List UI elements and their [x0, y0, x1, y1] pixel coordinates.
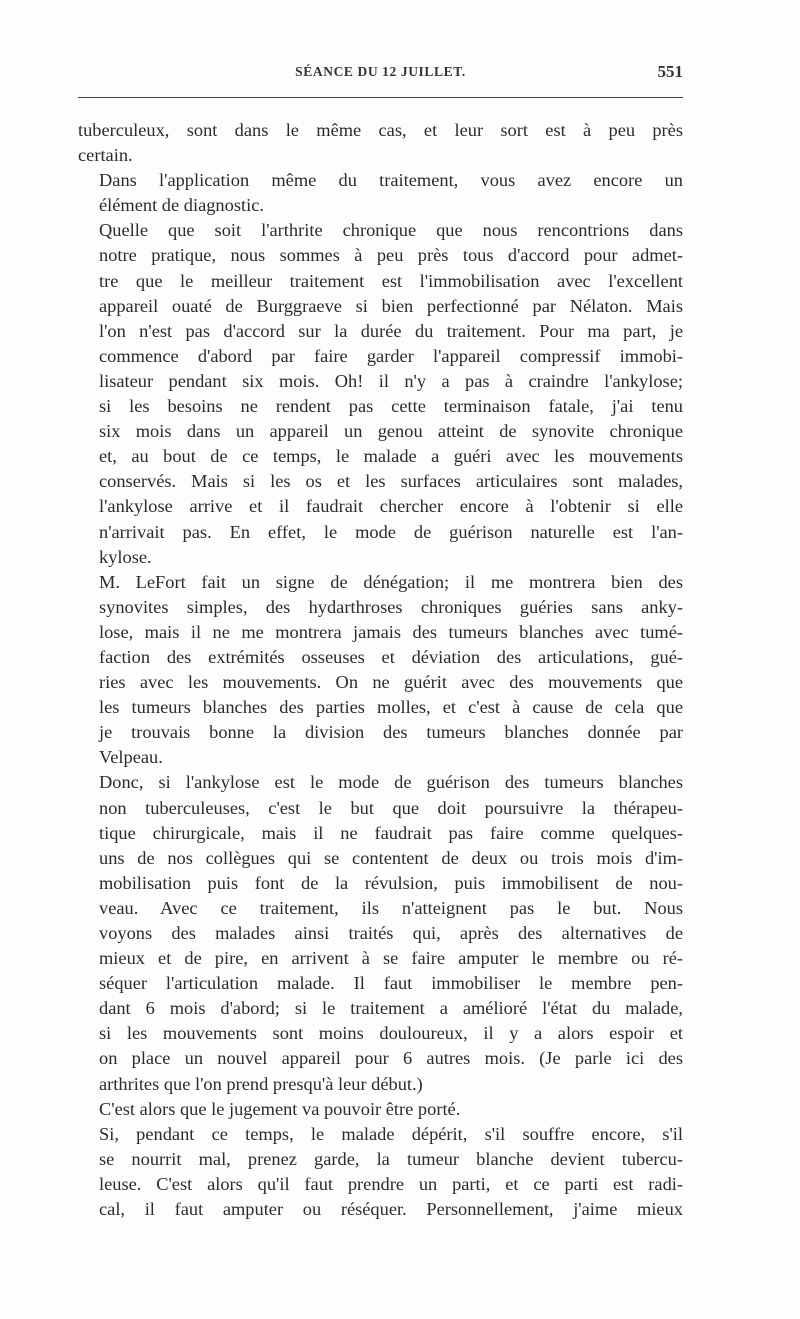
header-rule: [78, 97, 683, 98]
text-line: voyons des malades ainsi traités qui, après des alternatives de: [99, 923, 683, 943]
text-line: faction des extrémités osseuses et déviation des articulations, gué-: [99, 646, 683, 667]
paragraph: [78, 1122, 683, 1222]
text-line: lose, mais il ne me montrera jamais des tumeurs blanches avec tumé-: [99, 621, 683, 642]
text-line: six mois dans un appareil un genou atteint de synovite chronique: [99, 421, 683, 442]
text-line: ries avec les mouvements. On ne guérit avec des mouvements que: [99, 672, 683, 693]
text-line: Quelle que soit l'arthrite chronique que nous rencontrions dans: [99, 220, 683, 241]
text-line: Velpeau.: [99, 747, 163, 768]
text-line: veau. Avec ce traitement, ils n'atteignent pas le but. Nous: [99, 897, 683, 918]
text-line: cal, il faut amputer ou réséquer. Personnellement, j'aime mieux: [99, 1199, 683, 1220]
text-line: commence d'abord par faire garder l'appareil compressif immobi-: [99, 345, 683, 366]
text-line: dant 6 mois d'abord; si le traitement a amélioré l'état du malade,: [99, 998, 683, 1019]
text-line: tique chirurgicale, mais il ne faudrait pas faire comme quelques-: [99, 822, 683, 843]
text-line: l'ankylose arrive et il faudrait chercher encore à l'obtenir si elle: [99, 496, 683, 517]
paragraph: [78, 570, 683, 771]
text-line: notre pratique, nous sommes à peu près tous d'accord pour admet-: [99, 245, 683, 266]
text-line: appareil ouaté de Burggraeve si bien perfectionné par Nélaton. Mais: [99, 295, 683, 316]
text-line: Dans l'application même du traitement, vous avez encore un: [99, 170, 683, 191]
text-line: arthrites que l'on prend presqu'à leur début.): [99, 1073, 423, 1094]
text-line: n'arrivait pas. En effet, le mode de guérison naturelle est l'an-: [99, 521, 683, 542]
text-line: les tumeurs blanches des parties molles, et c'est à cause de cela que: [99, 697, 683, 718]
text-line: tuberculeux, sont dans le même cas, et leur sort est à peu près: [78, 120, 683, 140]
text-line: l'on n'est pas d'accord sur la durée du traitement. Pour ma part, je: [99, 320, 683, 341]
paragraph: [78, 770, 683, 1096]
text-line: on place un nouvel appareil pour 6 autres mois. (Je parle ici des: [99, 1048, 683, 1069]
paragraph: [78, 1097, 683, 1122]
text-line: certain.: [78, 145, 133, 166]
text-line: uns de nos collègues qui se contentent de deux ou trois mois d'im-: [99, 847, 683, 868]
text-line: si les besoins ne rendent pas cette terminaison fatale, j'ai tenu: [99, 396, 683, 417]
body-text: [78, 118, 683, 1222]
text-line: Donc, si l'ankylose est le mode de guérison des tumeurs blanches: [99, 772, 683, 793]
text-line: leuse. C'est alors qu'il faut prendre un parti, et ce parti est radi-: [99, 1173, 683, 1194]
text-line: Si, pendant ce temps, le malade dépérit, s'il souffre encore, s'il: [99, 1123, 683, 1144]
text-line: conservés. Mais si les os et les surfaces articulaires sont malades,: [99, 471, 683, 492]
text-line: M. LeFort fait un signe de dénégation; il me montrera bien des: [99, 571, 683, 592]
text-line: je trouvais bonne la division des tumeurs blanches donnée par: [99, 722, 683, 743]
text-line: élément de diagnostic.: [99, 195, 264, 216]
text-line: non tuberculeuses, c'est le but que doit poursuivre la thérapeu-: [99, 797, 683, 818]
paragraph: [78, 118, 683, 168]
text-line: se nourrit mal, prenez garde, la tumeur blanche devient tubercu-: [99, 1148, 683, 1169]
text-line: C'est alors que le jugement va pouvoir être porté.: [99, 1098, 461, 1119]
text-line: tre que le meilleur traitement est l'immobilisation avec l'excellent: [99, 270, 683, 291]
paragraph: [78, 218, 683, 569]
running-head: [78, 62, 683, 88]
text-line: lisateur pendant six mois. Oh! il n'y a pas à craindre l'ankylose;: [99, 370, 683, 391]
text-line: mieux et de pire, en arrivent à se faire amputer le membre ou ré-: [99, 948, 683, 969]
running-title: SÉANCE DU 12 JUILLET.: [295, 64, 466, 79]
text-line: si les mouvements sont moins douloureux, il y a alors espoir et: [99, 1023, 683, 1044]
text-line: et, au bout de ce temps, le malade a guéri avec les mouvements: [99, 446, 683, 467]
text-line: séquer l'articulation malade. Il faut immobiliser le membre pen-: [99, 973, 683, 994]
text-line: mobilisation puis font de la révulsion, puis immobilisent de nou-: [99, 872, 683, 893]
text-line: synovites simples, des hydarthroses chroniques guéries sans anky-: [99, 596, 683, 617]
page-number: 551: [657, 62, 683, 81]
paragraph: [78, 168, 683, 218]
text-line: kylose.: [99, 546, 152, 567]
